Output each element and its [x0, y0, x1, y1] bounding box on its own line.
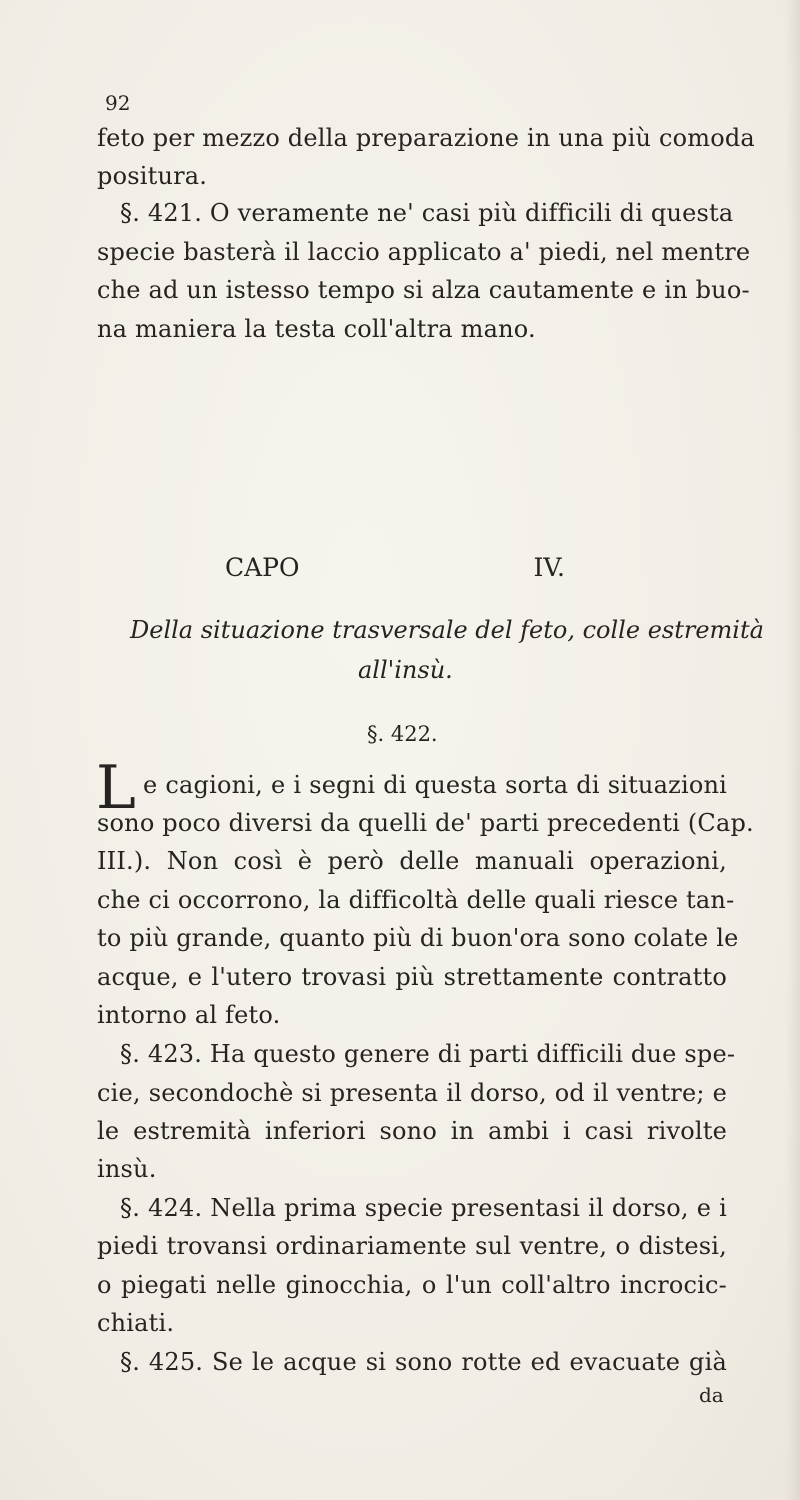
section-424-line: o piegati nelle ginocchia, o l'un coll'altro incrocic-	[97, 1271, 727, 1299]
section-422-line: acque, e l'utero trovasi più strettamente contratto	[97, 963, 727, 991]
section-425-line: §. 425. Se le acque si sono rotte ed evacuate già	[120, 1348, 727, 1376]
section-423-line: le estremità inferiori sono in ambi i casi rivolte	[97, 1117, 727, 1145]
section-424-line: piedi trovansi ordinariamente sul ventre, o distesi,	[97, 1232, 727, 1260]
section-422-line: sono poco diversi da quelli de' parti precedenti (Cap.	[97, 809, 754, 837]
section-422-line: to più grande, quanto più di buon'ora sono colate le	[97, 924, 739, 952]
chapter-heading: CAPO IV.	[225, 553, 565, 582]
catchword: da	[699, 1383, 724, 1407]
chapter-title-line: Della situazione trasversale del feto, colle estremità	[130, 616, 764, 644]
section-423-line: insù.	[97, 1155, 157, 1183]
text-line: positura.	[97, 162, 208, 190]
chapter-title-line: all'insù.	[358, 656, 453, 684]
dropcap-letter: L	[96, 753, 136, 823]
section-423-line: cie, secondochè si presenta il dorso, od il ventre; e	[97, 1079, 727, 1107]
section-422-line: che ci occorrono, la difficoltà delle quali riesce tan-	[97, 886, 735, 914]
section-421-line: specie basterà il laccio applicato a' piedi, nel mentre	[97, 238, 751, 266]
section-424-line: §. 424. Nella prima specie presentasi il dorso, e i	[120, 1194, 727, 1222]
text-line: feto per mezzo della preparazione in una più comoda	[97, 124, 755, 152]
page-number: 92	[105, 91, 131, 115]
section-421-line: na maniera la testa coll'altra mano.	[97, 315, 536, 343]
section-421-line: §. 421. O veramente ne' casi più difficili di questa	[120, 199, 734, 227]
section-423-line: §. 423. Ha questo genere di parti difficili due spe-	[120, 1040, 736, 1068]
section-422-line: III.). Non così è però delle manuali operazioni,	[97, 847, 727, 875]
section-marker: §. 422.	[367, 722, 438, 746]
section-422-line: intorno al feto.	[97, 1001, 281, 1029]
section-421-line: che ad un istesso tempo si alza cautamente e in buo-	[97, 276, 750, 304]
section-422-line: e cagioni, e i segni di questa sorta di situazioni	[143, 771, 727, 799]
section-424-line: chiati.	[97, 1309, 175, 1337]
